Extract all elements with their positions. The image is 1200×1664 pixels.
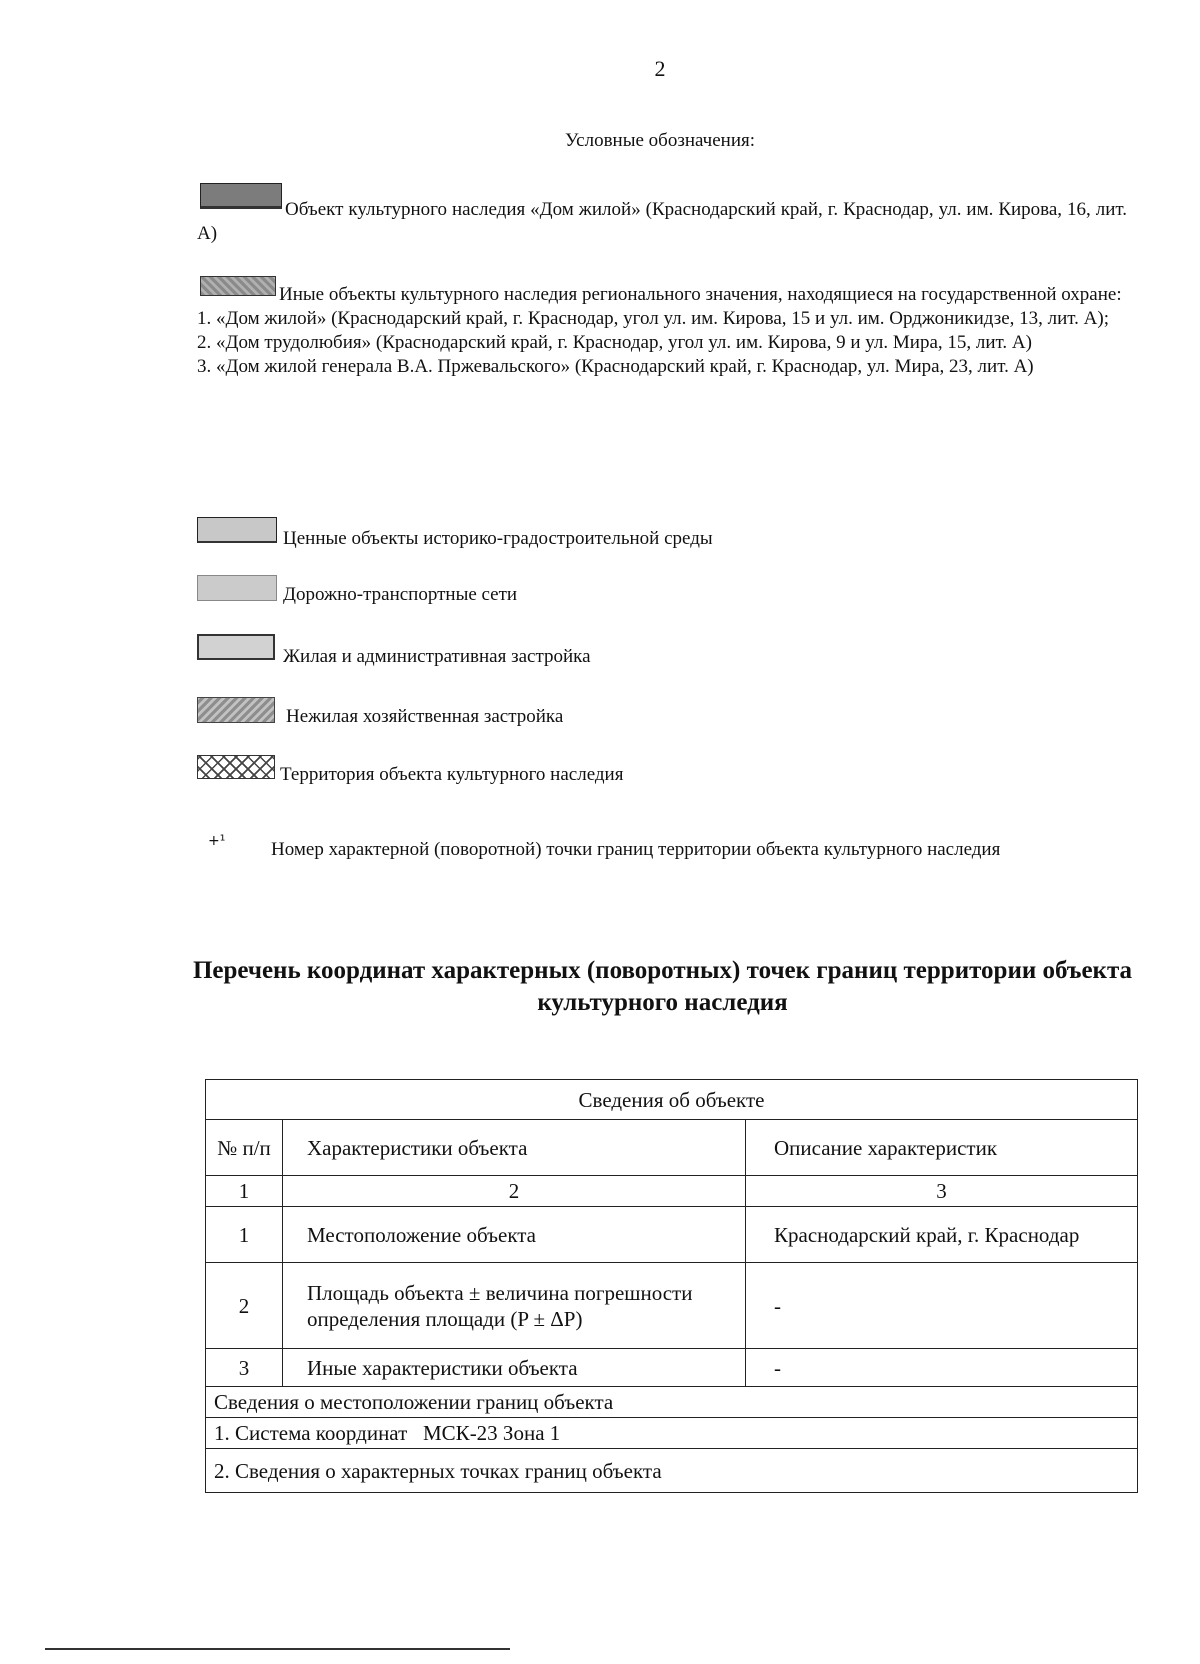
legend-item-valuable-objects	[283, 527, 1083, 551]
table-section-row	[206, 1387, 1138, 1418]
row-num: 2	[206, 1263, 283, 1349]
table-row	[206, 1349, 1138, 1387]
table-section-row	[206, 1418, 1138, 1449]
col-number: 2	[283, 1176, 746, 1207]
page-number: 2	[654, 56, 666, 81]
legend-item-text: Объект культурного наследия «Дом жилой» (Краснодарский край, г. Краснодар, ул. им. Кирова, 16, лит. А)	[197, 199, 1127, 244]
row-name: Иные характеристики объекта	[283, 1349, 746, 1387]
legend-list-item: 2. «Дом трудолюбия» (Краснодарский край, г. Краснодар, угол ул. им. Кирова, 9 и ул. Мира, 15, лит. А)	[197, 332, 1032, 353]
legend-item-main-object	[197, 198, 1127, 246]
table-col-headers	[206, 1120, 1138, 1176]
swatch-non-residential	[197, 697, 275, 723]
legend-list-item: 3. «Дом жилой генерала В.А. Пржевальского» (Краснодарский край, г. Краснодар, ул. Мира, 23, лит. А)	[197, 356, 1034, 377]
col-header-num: № п/п	[206, 1120, 283, 1176]
point-marker-icon: +¹	[208, 833, 226, 849]
legend-item-text: Жилая и административная застройка	[283, 646, 591, 667]
row-name: Площадь объекта ± величина погрешности определения площади (P ± ΔP)	[283, 1263, 746, 1349]
swatch-valuable-objects	[197, 517, 277, 543]
legend-list-item: 1. «Дом жилой» (Краснодарский край, г. Краснодар, угол ул. им. Кирова, 15 и ул. им. Орджоникидзе, 13, лит. А);	[197, 308, 1109, 329]
col-number: 3	[746, 1176, 1138, 1207]
section-location: Сведения о местоположении границ объекта	[206, 1387, 1138, 1418]
coord-system: 1. Система координат МСК-23 Зона 1	[206, 1418, 1138, 1449]
points-info: 2. Сведения о характерных точках границ объекта	[206, 1449, 1138, 1493]
footer-line	[45, 1648, 510, 1650]
legend-item-text: Иные объекты культурного наследия регионального значения, находящиеся на государственной охране:	[279, 284, 1122, 305]
col-number: 1	[206, 1176, 283, 1207]
swatch-residential	[197, 634, 275, 660]
legend-item-text: Дорожно-транспортные сети	[283, 584, 518, 605]
table-header-row	[206, 1080, 1138, 1120]
table-section-row	[206, 1449, 1138, 1493]
table-header: Сведения об объекте	[206, 1080, 1138, 1120]
legend-item-text: Территория объекта культурного наследия	[280, 764, 624, 785]
legend-item-heritage-territory	[280, 763, 1080, 787]
row-num: 1	[206, 1207, 283, 1263]
row-num: 3	[206, 1349, 283, 1387]
legend-item-road-network	[283, 583, 1083, 607]
legend-item-non-residential	[286, 705, 1086, 729]
legend-item-text: Нежилая хозяйственная застройка	[286, 706, 564, 727]
coordinates-title: Перечень координат характерных (поворотных) точек границ территории объекта культурного наследия	[192, 957, 1133, 1016]
swatch-road-network	[197, 575, 277, 601]
legend-item-point-number	[271, 838, 1151, 862]
row-desc: -	[746, 1263, 1138, 1349]
legend-item-other-heritage	[197, 283, 1127, 379]
row-name: Местоположение объекта	[283, 1207, 746, 1263]
table-row	[206, 1263, 1138, 1349]
col-header-desc: Описание характеристик	[746, 1120, 1138, 1176]
legend-item-text: Номер характерной (поворотной) точки границ территории объекта культурного наследия	[271, 839, 1001, 860]
table-col-numbers	[206, 1176, 1138, 1207]
swatch-heritage-territory	[197, 755, 275, 779]
table-row	[206, 1207, 1138, 1263]
row-desc: Краснодарский край, г. Краснодар	[746, 1207, 1138, 1263]
row-desc: -	[746, 1349, 1138, 1387]
object-info-table	[205, 1079, 1138, 1493]
legend-title: Условные обозначения:	[564, 130, 756, 151]
col-header-name: Характеристики объекта	[283, 1120, 746, 1176]
legend-item-residential	[283, 645, 1083, 669]
legend-item-text: Ценные объекты историко-градостроительной среды	[283, 528, 713, 549]
